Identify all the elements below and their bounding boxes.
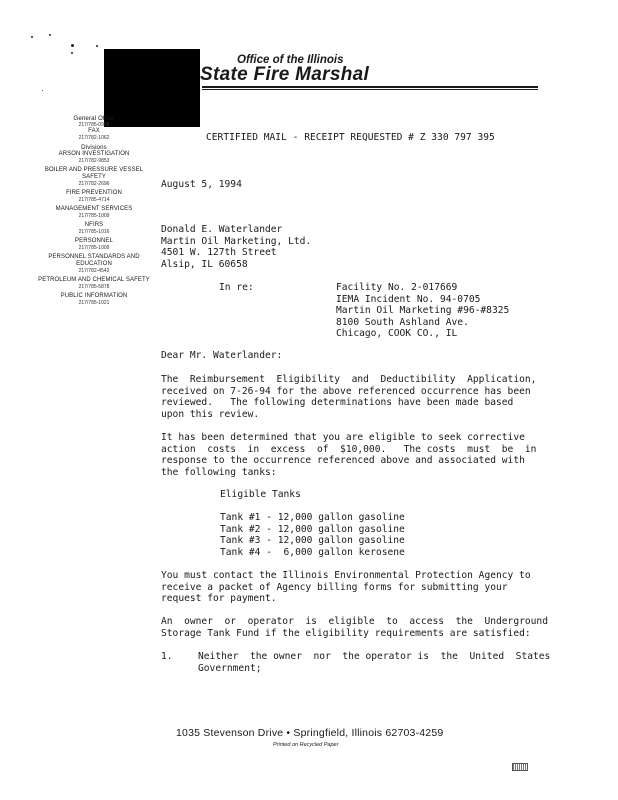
tank-item: Tank #3 - 12,000 gallon gasoline (220, 535, 405, 547)
address-line: Martin Oil Marketing, Ltd. (161, 235, 312, 247)
directory-phone: 217/785-1021 (78, 300, 110, 306)
paragraph-3 (161, 570, 531, 605)
directory-entry (38, 238, 150, 251)
scan-speck (71, 52, 73, 54)
directory-entry (38, 151, 150, 164)
scan-speck (42, 90, 43, 91)
directory-phone: 217/785-1016 (78, 229, 110, 235)
list-item-line: Government; (198, 662, 262, 674)
scan-speck (31, 36, 33, 38)
directory-name: MANAGEMENT SERVICES (55, 206, 133, 212)
directory-phone: 217/785-1009 (78, 245, 110, 251)
directory-phone: 217/782-9853 (78, 158, 110, 164)
paragraph-line: action costs in excess of $10,000. The costs must be in (161, 443, 537, 455)
directory-name: FIRE PREVENTION (66, 190, 122, 196)
scan-speck (71, 44, 74, 47)
in-re-line: Facility No. 2-017669 (336, 282, 458, 293)
directory-name: BOILER AND PRESSURE VESSEL SAFETY (44, 167, 144, 180)
paragraph-line: response to the occurrence referenced above and associated with (161, 455, 525, 467)
tanks-heading: Eligible Tanks (220, 489, 301, 500)
directory-entry (38, 254, 150, 274)
directory-entry (38, 222, 150, 235)
scan-mark (512, 763, 528, 771)
directory-name: PERSONNEL STANDARDS AND EDUCATION (48, 254, 140, 267)
recycled-paper-note: Printed on Recycled Paper (273, 742, 339, 748)
tank-item: Tank #4 - 6,000 gallon kerosene (220, 546, 405, 558)
in-re-block (336, 282, 509, 340)
directory-name: ARSON INVESTIGATION (58, 151, 130, 157)
paragraph-line: You must contact the Illinois Environmental Protection Agency to (161, 570, 531, 581)
paragraph-line: The Reimbursement Eligibility and Deductibility Application, (161, 374, 537, 385)
directory-phone: 217/785-1009 (78, 213, 110, 219)
tanks-list (220, 512, 405, 558)
tank-item: Tank #2 - 12,000 gallon gasoline (220, 523, 405, 535)
paragraph-line: request for payment. (161, 593, 277, 605)
in-re-line: Martin Oil Marketing #96-#8325 (336, 305, 510, 317)
paragraph-line: upon this review. (161, 408, 260, 420)
in-re-line: Chicago, COOK CO., IL (336, 328, 458, 340)
directory-name: General Office (73, 115, 115, 122)
department-directory (38, 115, 150, 306)
directory-heading: Divisions (81, 144, 107, 151)
directory-phone: 217/785-0969 (78, 122, 110, 128)
paragraph-2 (161, 432, 536, 478)
paragraph-4 (161, 616, 548, 639)
directory-name: PETROLEUM AND CHEMICAL SAFETY (38, 277, 150, 283)
directory-entry (38, 206, 150, 219)
directory-entry (38, 190, 150, 203)
directory-name: PERSONNEL (75, 238, 113, 244)
directory-entry (38, 167, 150, 187)
directory-entry (38, 277, 150, 290)
directory-phone: 217/782-1062 (78, 135, 110, 141)
address-line: Donald E. Waterlander (161, 224, 283, 235)
letter-date: August 5, 1994 (161, 179, 242, 190)
directory-entry (38, 128, 150, 141)
directory-phone: 217/785-4714 (78, 197, 110, 203)
paragraph-line: the following tanks: (161, 466, 277, 478)
paragraph-line: Storage Tank Fund if the eligibility requirements are satisfied: (161, 627, 531, 639)
scan-speck (49, 34, 51, 36)
directory-name: FAX (88, 128, 100, 134)
letterhead-rule (202, 86, 538, 88)
directory-name: NFIRS (84, 222, 104, 228)
in-re-label: In re: (219, 282, 254, 293)
office-line: Office of the Illinois (237, 54, 344, 66)
paragraph-1 (161, 374, 536, 420)
directory-name: PUBLIC INFORMATION (60, 293, 128, 299)
scan-speck (96, 45, 98, 47)
list-item-number: 1. (161, 651, 173, 662)
address-line: 4501 W. 127th Street (161, 247, 277, 259)
paragraph-line: receive a packet of Agency billing forms for submitting your (161, 581, 508, 593)
directory-entry (38, 293, 150, 306)
tank-item: Tank #1 - 12,000 gallon gasoline (220, 512, 405, 523)
paragraph-line: An owner or operator is eligible to access the Underground (161, 616, 548, 627)
paragraph-line: It has been determined that you are eligible to seek corrective (161, 432, 525, 443)
certified-mail-line: CERTIFIED MAIL - RECEIPT REQUESTED # Z 330 797 395 (206, 132, 495, 143)
list-item-line: Neither the owner nor the operator is the United States (198, 651, 551, 662)
in-re-line: 8100 South Ashland Ave. (336, 316, 469, 328)
directory-entry (38, 115, 150, 128)
letterhead-rule-thin (202, 89, 538, 90)
recipient-address (161, 224, 311, 270)
in-re-line: IEMA Incident No. 94-0705 (336, 293, 481, 305)
paragraph-line: received on 7-26-94 for the above referenced occurrence has been (161, 385, 531, 397)
letterhead-title: State Fire Marshal (200, 64, 370, 85)
footer-address: 1035 Stevenson Drive • Springfield, Illinois 62703-4259 (176, 727, 444, 739)
directory-entry (38, 144, 150, 151)
directory-phone: 217/782-4542 (78, 268, 110, 274)
address-line: Alsip, IL 60658 (161, 258, 248, 270)
directory-phone: 217/785-5878 (78, 284, 110, 290)
salutation: Dear Mr. Waterlander: (161, 350, 283, 361)
directory-phone: 217/782-2696 (78, 181, 110, 187)
list-item-1 (198, 651, 550, 674)
paragraph-line: reviewed. The following determinations have been made based (161, 397, 514, 409)
